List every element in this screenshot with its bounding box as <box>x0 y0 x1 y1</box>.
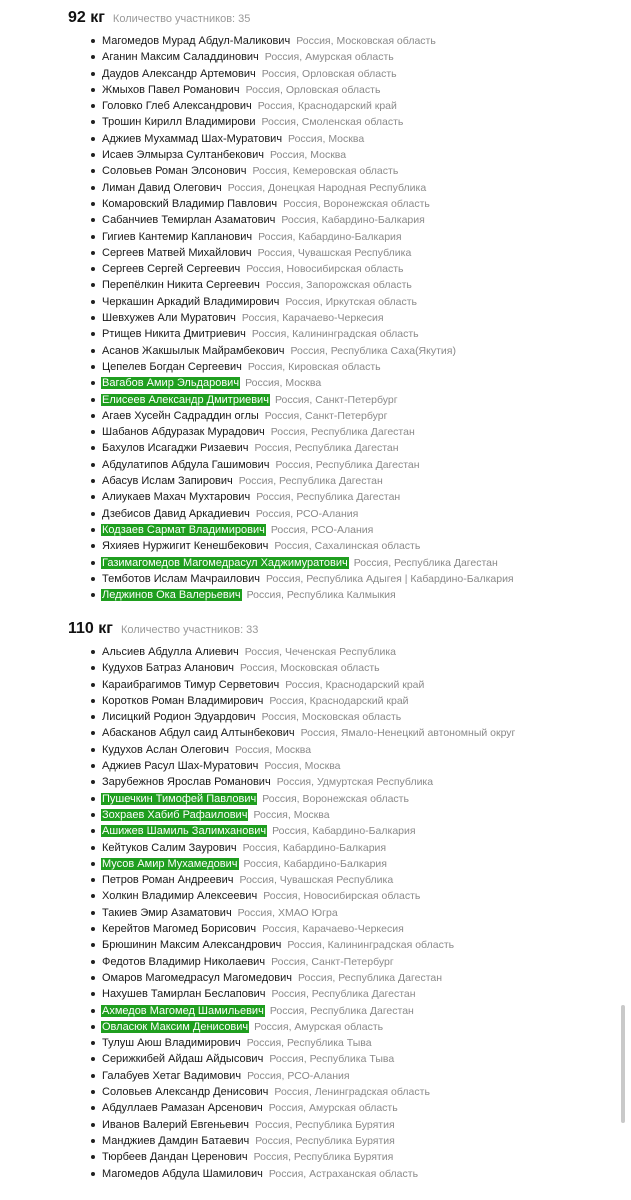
participant-region: Россия, Донецкая Народная Республика <box>227 181 427 194</box>
bullet-icon <box>91 561 95 565</box>
participant-name: Головко Глеб Александрович <box>102 100 252 113</box>
participant-region: Россия, Республика Дагестан <box>270 426 415 439</box>
list-item <box>68 905 623 921</box>
participant-list <box>68 33 623 603</box>
participant-name: Лисицкий Родион Эдуардович <box>102 711 256 724</box>
participant-name: Абасув Ислам Запирович <box>102 475 233 488</box>
participant-region: Россия, Чувашская Республика <box>257 246 412 259</box>
bullet-icon <box>91 365 95 369</box>
participant-region: Россия, Амурская область <box>264 51 394 64</box>
participant-name: Холкин Владимир Алексеевич <box>102 890 258 903</box>
participant-region: Россия, Новосибирская область <box>246 263 404 276</box>
list-item <box>68 1084 623 1100</box>
scrollbar-thumb[interactable] <box>621 1005 625 1123</box>
bullet-icon <box>91 1025 95 1029</box>
weight-title: 92 кг <box>68 9 105 26</box>
list-item <box>68 937 623 953</box>
bullet-icon <box>91 1074 95 1078</box>
list-item <box>68 277 623 293</box>
participant-region: Россия, Удмуртская Республика <box>276 776 434 789</box>
participant-name: Агаев Хусейн Садраддин оглы <box>102 409 259 422</box>
participant-region: Россия, Республика Дагестан <box>256 491 401 504</box>
participant-name: Яхияев Нуржигит Кенешбекович <box>102 540 269 553</box>
bullet-icon <box>91 683 95 687</box>
participant-count: Количество участников: 33 <box>120 624 259 636</box>
list-item <box>68 522 623 538</box>
bullet-icon <box>91 1041 95 1045</box>
participant-name: Шевхужев Али Муратович <box>102 312 236 325</box>
participant-region: Россия, Москва <box>269 149 347 162</box>
bullet-icon <box>91 120 95 124</box>
participant-region: Россия, Кабардино-Балкария <box>243 857 387 870</box>
participant-region: Россия, РСО-Алания <box>270 523 374 536</box>
bullet-icon <box>91 764 95 768</box>
participant-region: Россия, Карачаево-Черкесия <box>241 312 384 325</box>
participant-name: Зарубежнов Ярослав Романович <box>102 776 271 789</box>
bullet-icon <box>91 780 95 784</box>
participant-region: Россия, Санкт-Петербург <box>264 409 388 422</box>
participant-name: Черкашин Аркадий Владимирович <box>102 295 280 308</box>
list-item <box>68 131 623 147</box>
list-item <box>68 424 623 440</box>
list-item <box>68 872 623 888</box>
list-item <box>68 888 623 904</box>
participant-region: Россия, Республика Бурятия <box>253 1151 394 1164</box>
participant-name-highlighted: Мусов Амир Мухамедович <box>102 857 238 870</box>
bullet-icon <box>91 813 95 817</box>
bullet-icon <box>91 137 95 141</box>
bullet-icon <box>91 927 95 931</box>
participant-region: Россия, Краснодарский край <box>269 694 409 707</box>
participant-region: Россия, Краснодарский край <box>257 100 397 113</box>
participant-region: Россия, Астраханская область <box>268 1167 419 1180</box>
list-item <box>68 196 623 212</box>
participant-region: Россия, Республика Дагестан <box>269 1004 414 1017</box>
participant-name-highlighted: Леджинов Ока Валерьевич <box>102 589 241 602</box>
bullet-icon <box>91 992 95 996</box>
bullet-icon <box>91 862 95 866</box>
list-item <box>68 359 623 375</box>
bullet-icon <box>91 593 95 597</box>
list-item <box>68 791 623 807</box>
bullet-icon <box>91 1172 95 1176</box>
list-item <box>68 709 623 725</box>
bullet-icon <box>91 1155 95 1159</box>
bullet-icon <box>91 283 95 287</box>
bullet-icon <box>91 976 95 980</box>
bullet-icon <box>91 829 95 833</box>
list-item <box>68 954 623 970</box>
list-item <box>68 440 623 456</box>
list-item <box>68 147 623 163</box>
list-item <box>68 807 623 823</box>
participant-region: Россия, Санкт-Петербург <box>271 955 394 968</box>
bullet-icon <box>91 528 95 532</box>
weight-title: 110 кг <box>68 620 113 637</box>
participant-name: Шабанов Абдуразак Мурадович <box>102 426 265 439</box>
participant-region: Россия, Республика Дагестан <box>353 556 498 569</box>
participant-region: Россия, Карачаево-Черкесия <box>262 923 404 936</box>
participant-region: Россия, Республика Саха(Якутия) <box>290 344 456 357</box>
list-item <box>68 49 623 65</box>
bullet-icon <box>91 1057 95 1061</box>
list-item <box>68 163 623 179</box>
participant-name-highlighted: Овласюк Максим Денисович <box>102 1020 249 1033</box>
participant-region: Россия, Кабардино-Балкария <box>281 214 425 227</box>
list-item <box>68 1019 623 1035</box>
participant-name-highlighted: Зохраев Хабиб Рафаилович <box>102 808 248 821</box>
participant-region: Россия, Республика Дагестан <box>297 971 443 984</box>
participant-name: Кудухов Аслан Олегович <box>102 743 229 756</box>
list-item <box>68 840 623 856</box>
participant-region: Россия, Республика Дагестан <box>254 442 399 455</box>
list-item <box>68 506 623 522</box>
participant-region: Россия, Республика Дагестан <box>238 475 383 488</box>
list-item <box>68 294 623 310</box>
bullet-icon <box>91 1123 95 1127</box>
list-item <box>68 489 623 505</box>
participant-name: Комаровский Владимир Павлович <box>102 197 278 210</box>
participant-region: Россия, Чувашская Республика <box>239 874 394 887</box>
list-item <box>68 114 623 130</box>
bullet-icon <box>91 731 95 735</box>
bullet-icon <box>91 235 95 239</box>
list-item <box>68 392 623 408</box>
bullet-icon <box>91 414 95 418</box>
list-item <box>68 1117 623 1133</box>
list-item <box>68 1166 623 1182</box>
bullet-icon <box>91 267 95 271</box>
participant-region: Россия, Амурская область <box>268 1102 398 1115</box>
participant-name: Такиев Эмир Азаматович <box>102 906 232 919</box>
bullet-icon <box>91 797 95 801</box>
participant-name: Федотов Владимир Николаевич <box>102 955 266 968</box>
participant-name: Магомедов Абдула Шамилович <box>102 1167 263 1180</box>
participant-name: Жмыхов Павел Романович <box>102 83 240 96</box>
bullet-icon <box>91 495 95 499</box>
list-item <box>68 1051 623 1067</box>
section-header <box>68 9 623 33</box>
participant-list <box>68 644 623 1182</box>
list-item <box>68 742 623 758</box>
participant-region: Россия, Республика Калмыкия <box>246 589 396 602</box>
participant-region: Россия, Республика Бурятия <box>255 1134 395 1147</box>
list-item <box>68 660 623 676</box>
participant-name: Соловьев Александр Денисович <box>102 1086 269 1099</box>
participant-name: Темботов Ислам Мачраилович <box>102 572 260 585</box>
bullet-icon <box>91 218 95 222</box>
participant-name: Сергеев Матвей Михайлович <box>102 246 252 259</box>
participant-name: Ртищев Никита Дмитриевич <box>102 328 246 341</box>
participant-region: Россия, Воронежская область <box>283 197 430 210</box>
bullet-icon <box>91 381 95 385</box>
participant-name-highlighted: Ашижев Шамиль Залимханович <box>102 825 267 838</box>
participant-region: Россия, Калининградская область <box>287 939 455 952</box>
list-item <box>68 408 623 424</box>
bullet-icon <box>91 715 95 719</box>
list-item <box>68 180 623 196</box>
participant-name: Гигиев Кантемир Капланович <box>102 230 253 243</box>
participant-name: Абдулатипов Абдула Гашимович <box>102 458 270 471</box>
participant-region: Россия, Амурская область <box>254 1020 384 1033</box>
participant-region: Россия, Краснодарский край <box>285 678 425 691</box>
list-item <box>68 571 623 587</box>
bullet-icon <box>91 1009 95 1013</box>
participant-name: Иванов Валерий Евгеньевич <box>102 1118 250 1131</box>
participant-name-highlighted: Пушечкин Тимофей Павлович <box>102 792 257 805</box>
list-item <box>68 1133 623 1149</box>
list-item <box>68 245 623 261</box>
participant-name: Тулуш Аюш Владимирович <box>102 1037 241 1050</box>
participant-name-highlighted: Елисеев Александр Дмитриевич <box>102 393 269 406</box>
participant-region: Россия, Санкт-Петербург <box>274 393 398 406</box>
bullet-icon <box>91 544 95 548</box>
participant-region: Россия, Республика Адыгея | Кабардино-Балкария <box>265 572 514 585</box>
participant-name: Даудов Александр Артемович <box>102 67 256 80</box>
bullet-icon <box>91 186 95 190</box>
list-item <box>68 677 623 693</box>
list-item <box>68 555 623 571</box>
list-item <box>68 229 623 245</box>
participant-name: Кудухов Батраз Аланович <box>102 662 234 675</box>
list-item <box>68 986 623 1002</box>
participant-name: Соловьев Роман Элсонович <box>102 165 247 178</box>
participant-region: Россия, Москва <box>288 132 365 145</box>
participant-name: Трошин Кирилл Владимирови <box>102 116 256 129</box>
list-item <box>68 375 623 391</box>
participant-region: Россия, Кировская область <box>247 360 381 373</box>
bullet-icon <box>91 251 95 255</box>
list-item <box>68 1100 623 1116</box>
list-item <box>68 98 623 114</box>
participant-region: Россия, Кемеровская область <box>252 165 399 178</box>
participant-name: Сергеев Сергей Сергеевич <box>102 263 241 276</box>
participant-name: Абасканов Абдул саид Алтынбекович <box>102 727 295 740</box>
bullet-icon <box>91 72 95 76</box>
participant-region: Россия, РСО-Алания <box>247 1069 350 1082</box>
list-item <box>68 473 623 489</box>
participant-region: Россия, Орловская область <box>245 83 381 96</box>
participant-name-highlighted: Кодзаев Сармат Владимирович <box>102 523 265 536</box>
participant-region: Россия, Ленинградская область <box>274 1086 430 1099</box>
participant-name: Нахушев Тамирлан Беслапович <box>102 988 266 1001</box>
bullet-icon <box>91 512 95 516</box>
list-item <box>68 1003 623 1019</box>
participant-name: Петров Роман Андреевич <box>102 874 234 887</box>
participant-name: Брюшинин Максим Александрович <box>102 939 282 952</box>
participant-region: Россия, Иркутская область <box>285 295 418 308</box>
participant-name: Манджиев Дамдин Батаевич <box>102 1134 250 1147</box>
participant-region: Россия, Москва <box>253 808 330 821</box>
participant-name: Абдуллаев Рамазан Арсенович <box>102 1102 263 1115</box>
bullet-icon <box>91 960 95 964</box>
participant-name: Алиукаев Махач Мухтарович <box>102 491 251 504</box>
participant-name: Кейтуков Салим Заурович <box>102 841 237 854</box>
participant-region: Россия, Кабардино-Балкария <box>272 825 416 838</box>
list-item <box>68 823 623 839</box>
participant-region: Россия, РСО-Алания <box>255 507 359 520</box>
bullet-icon <box>91 699 95 703</box>
list-item <box>68 1035 623 1051</box>
list-item <box>68 587 623 603</box>
list-item <box>68 774 623 790</box>
participant-region: Россия, Калининградская область <box>251 328 419 341</box>
bullet-icon <box>91 1106 95 1110</box>
bullet-icon <box>91 316 95 320</box>
bullet-icon <box>91 748 95 752</box>
participant-region: Россия, Чеченская Республика <box>244 646 396 658</box>
participant-region: Россия, Смоленская область <box>261 116 404 129</box>
bullet-icon <box>91 878 95 882</box>
participant-region: Россия, Воронежская область <box>262 792 409 805</box>
bullet-icon <box>91 88 95 92</box>
participant-region: Россия, Кабардино-Балкария <box>258 230 402 243</box>
participant-name: Дзебисов Давид Аркадиевич <box>102 507 250 520</box>
participant-name: Омаров Магомедрасул Магомедович <box>102 971 292 984</box>
bullet-icon <box>91 463 95 467</box>
participant-region: Россия, Республика Тыва <box>269 1053 395 1066</box>
participant-name: Перепёлкин Никита Сергеевич <box>102 279 260 292</box>
participant-region: Россия, Москва <box>264 760 341 773</box>
participant-region: Россия, Республика Бурятия <box>255 1118 395 1131</box>
bullet-icon <box>91 894 95 898</box>
bullet-icon <box>91 650 95 654</box>
participant-region: Россия, Московская область <box>296 35 436 47</box>
bullet-icon <box>91 846 95 850</box>
bullet-icon <box>91 479 95 483</box>
participant-name: Аганин Максим Саладдинович <box>102 51 259 64</box>
bullet-icon <box>91 943 95 947</box>
list-item <box>68 212 623 228</box>
participant-name: Альсиев Абдулла Алиевич <box>102 646 239 658</box>
participant-region: Россия, Московская область <box>239 662 380 675</box>
participant-name: Цепелев Богдан Сергеевич <box>102 360 242 373</box>
list-item <box>68 66 623 82</box>
participant-name: Исаев Элмырза Султанбекович <box>102 149 264 162</box>
participant-name: Лиман Давид Олегович <box>102 181 222 194</box>
list-item <box>68 644 623 660</box>
list-item <box>68 970 623 986</box>
list-item <box>68 343 623 359</box>
bullet-icon <box>91 398 95 402</box>
list-item <box>68 725 623 741</box>
list-item <box>68 326 623 342</box>
participant-region: Россия, Новосибирская область <box>263 890 421 903</box>
bullet-icon <box>91 153 95 157</box>
bullet-icon <box>91 446 95 450</box>
participant-region: Россия, Кабардино-Балкария <box>242 841 387 854</box>
list-item <box>68 82 623 98</box>
participant-name: Асанов Жакшылык Майрамбекович <box>102 344 285 357</box>
bullet-icon <box>91 39 95 43</box>
participant-region: Россия, Запорожская область <box>265 279 412 292</box>
participant-name: Тюрбеев Дандан Церенович <box>102 1151 248 1164</box>
participant-name: Бахулов Исагаджи Ризаевич <box>102 442 249 455</box>
list-item <box>68 693 623 709</box>
list-item <box>68 921 623 937</box>
bullet-icon <box>91 332 95 336</box>
list-item <box>68 261 623 277</box>
participant-region: Россия, Московская область <box>261 711 402 724</box>
participant-region: Россия, ХМАО Югра <box>237 906 338 919</box>
participant-region: Россия, Орловская область <box>261 67 397 80</box>
bullet-icon <box>91 1090 95 1094</box>
participant-name-highlighted: Газимагомедов Магомедрасул Хаджимуратович <box>102 556 348 569</box>
participant-name: Аджиев Расул Шах-Муратович <box>102 760 259 773</box>
list-item <box>68 1068 623 1084</box>
bullet-icon <box>91 666 95 670</box>
participant-region: Россия, Сахалинская область <box>274 540 421 553</box>
list-item <box>68 457 623 473</box>
list-item <box>68 758 623 774</box>
participant-region: Россия, Республика Дагестан <box>271 988 416 1001</box>
participant-name: Аджиев Мухаммад Шах-Муратович <box>102 132 283 145</box>
list-item <box>68 33 623 49</box>
participant-region: Россия, Ямало-Ненецкий автономный округ <box>300 727 516 740</box>
bullet-icon <box>91 349 95 353</box>
bullet-icon <box>91 577 95 581</box>
list-item <box>68 1149 623 1165</box>
participant-name: Магомедов Мурад Абдул-Маликович <box>102 35 291 47</box>
participant-region: Россия, Республика Тыва <box>246 1037 372 1050</box>
section-header <box>68 620 623 644</box>
participant-name: Караибрагимов Тимур Серветович <box>102 678 280 691</box>
participant-region: Россия, Москва <box>234 743 312 756</box>
bullet-icon <box>91 430 95 434</box>
list-item <box>68 856 623 872</box>
bullet-icon <box>91 169 95 173</box>
participant-name: Сабанчиев Темирлан Азаматович <box>102 214 276 227</box>
participant-region: Россия, Москва <box>245 377 322 390</box>
weight-section-110 <box>68 620 623 1182</box>
list-item <box>68 538 623 554</box>
bullet-icon <box>91 202 95 206</box>
participant-name: Галабуев Хетаг Вадимович <box>102 1069 242 1082</box>
bullet-icon <box>91 911 95 915</box>
participant-name: Керейтов Магомед Борисович <box>102 923 257 936</box>
participant-count: Количество участников: 35 <box>112 13 251 25</box>
bullet-icon <box>91 1139 95 1143</box>
list-item <box>68 310 623 326</box>
weight-section-92 <box>68 9 623 603</box>
bullet-icon <box>91 104 95 108</box>
bullet-icon <box>91 55 95 59</box>
participant-name: Серижкибей Айдаш Айдысович <box>102 1053 264 1066</box>
participant-name: Коротков Роман Владимирович <box>102 694 264 707</box>
participant-name-highlighted: Ахмедов Магомед Шамильевич <box>102 1004 264 1017</box>
participant-name-highlighted: Вагабов Амир Эльдарович <box>102 377 240 390</box>
bullet-icon <box>91 300 95 304</box>
participant-region: Россия, Республика Дагестан <box>275 458 420 471</box>
